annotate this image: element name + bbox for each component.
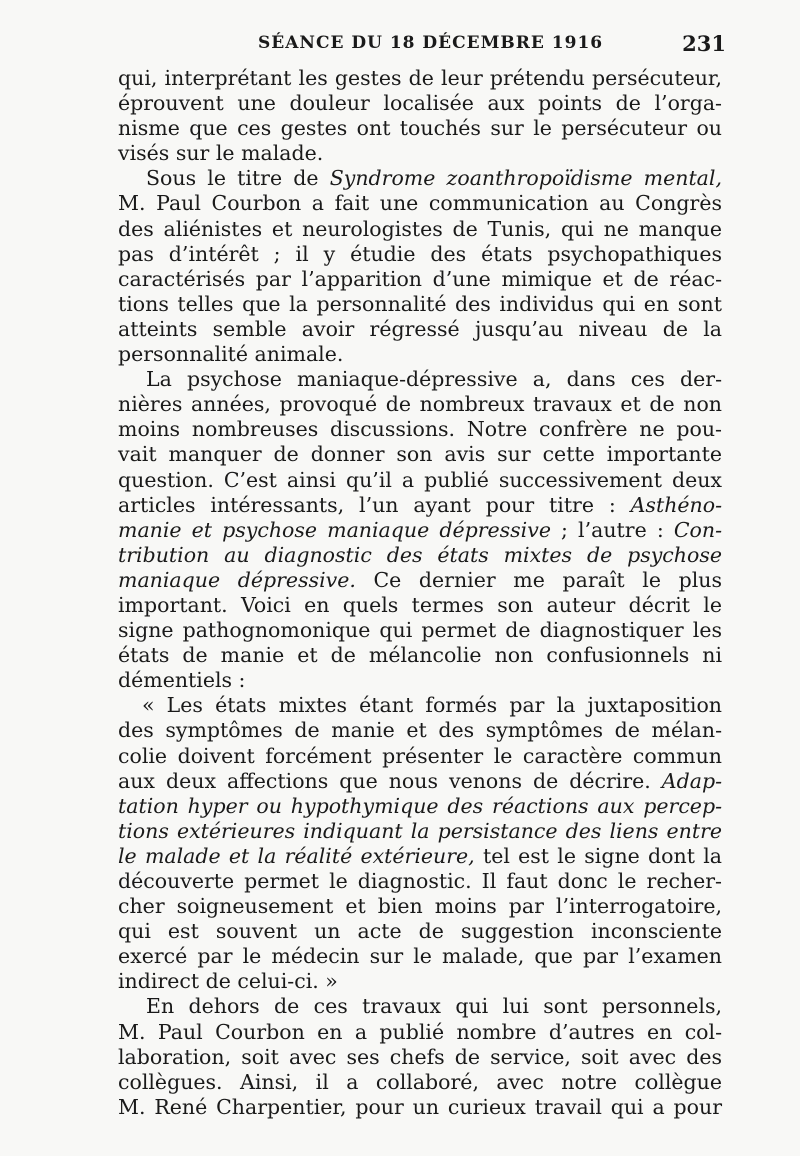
text-span: « Les états mixtes étant formés par la juxtaposition (142, 693, 722, 718)
text-span: cher soigneusement et bien moins par l’interrogatoire, (118, 894, 722, 919)
italic-text: Con- (673, 517, 723, 542)
text-span: nières années, provoqué de nombreux travaux et de non (118, 392, 722, 417)
text-line (118, 417, 722, 442)
text-line (118, 869, 722, 894)
italic-text: Syndrome zoanthropoïdisme mental, (329, 166, 722, 191)
text-line (118, 969, 722, 994)
text-line (118, 242, 722, 267)
text-line (118, 292, 722, 317)
text-span: états de manie et de mélancolie non confusionnels ni (118, 643, 722, 668)
text-span: important. Voici en quels termes son auteur décrit le (118, 592, 722, 617)
text-line (118, 518, 722, 543)
text-line (118, 894, 722, 919)
text-span: des aliénistes et neurologistes de Tunis, qui ne manque (118, 216, 722, 241)
text-line (118, 116, 722, 141)
text-line (118, 844, 722, 869)
text-span: exercé par le médecin sur le malade, que par l’examen (118, 944, 722, 969)
text-line (118, 267, 722, 292)
text-line (118, 317, 722, 342)
text-line (118, 217, 722, 242)
text-span: des symptômes de manie et des symptômes de mélan- (118, 718, 722, 743)
italic-text: tation hyper ou hypothymique des réactions aux percep- (118, 793, 722, 818)
text-line (118, 744, 722, 769)
text-span: atteints semble avoir régressé jusqu’au niveau de la (118, 316, 722, 341)
text-line (118, 769, 722, 794)
text-line (118, 191, 722, 216)
italic-text: Asthéno- (630, 492, 722, 517)
text-line (118, 493, 722, 518)
text-span: caractérisés par l’apparition d’une mimique et de réac- (118, 266, 722, 291)
text-line (118, 794, 722, 819)
italic-text: le malade et la réalité extérieure, (118, 843, 475, 868)
italic-text: tribution au diagnostic des états mixtes de psychose (118, 542, 722, 567)
text-line (118, 618, 722, 643)
text-span: personnalité animale. (118, 342, 344, 367)
text-span: M. Paul Courbon a fait une communication au Congrès (118, 191, 722, 216)
text-line (118, 994, 722, 1019)
text-span: laboration, soit avec ses chefs de service, soit avec des (118, 1044, 722, 1069)
text-span: articles intéressants, l’un ayant pour titre : (118, 492, 631, 517)
text-span: qui, interprétant les gestes de leur prétendu persécuteur, (118, 66, 722, 90)
text-line (118, 1020, 722, 1045)
text-span: ; l’autre : (550, 517, 674, 542)
text-line (118, 367, 722, 392)
text-span: moins nombreuses discussions. Notre confrère ne pou- (118, 417, 722, 442)
text-span: qui est souvent un acte de suggestion inconsciente (118, 919, 722, 944)
text-line (118, 342, 722, 367)
italic-text: Adap- (661, 768, 722, 793)
italic-text: tions extérieures indiquant la persistance des liens entre (118, 818, 722, 843)
text-line (118, 944, 722, 969)
text-line (118, 543, 722, 568)
text-span: découverte permet le diagnostic. Il faut donc le recher- (118, 869, 722, 893)
text-line (118, 693, 722, 718)
text-line (118, 66, 722, 91)
text-line (118, 468, 722, 493)
italic-text: maniaque dépressive. (118, 567, 356, 592)
text-span: pas d’intérêt ; il y étudie des états psychopathiques (118, 241, 722, 266)
page-number: 231 (682, 31, 726, 56)
text-span: M. René Charpentier, pour un curieux travail qui a pour (118, 1094, 722, 1119)
text-line (118, 668, 722, 693)
text-line (118, 166, 722, 191)
text-span: éprouvent une douleur localisée aux points de l’orga- (118, 91, 722, 116)
text-line (118, 1070, 722, 1095)
text-span: tions telles que la personnalité des individus qui en sont (118, 291, 722, 316)
text-span: Ce dernier me paraît le plus (355, 567, 722, 592)
text-line (118, 643, 722, 668)
text-line (118, 91, 722, 116)
text-span: aux deux affections que nous venons de décrire. (118, 768, 662, 793)
text-line (118, 593, 722, 618)
text-span: démentiels : (118, 668, 246, 693)
text-line (118, 568, 722, 593)
text-line (118, 819, 722, 844)
text-span: indirect de celui-ci. » (118, 969, 338, 994)
text-line (118, 919, 722, 944)
text-span: question. C’est ainsi qu’il a publié successivement deux (118, 467, 722, 492)
text-span: colie doivent forcément présenter le caractère commun (118, 743, 722, 768)
text-span: nisme que ces gestes ont touchés sur le persécuteur ou (118, 116, 722, 141)
text-line (118, 141, 722, 166)
running-title: SÉANCE DU 18 DÉCEMBRE 1916 (258, 33, 604, 53)
page-header (118, 31, 726, 65)
text-line (118, 392, 722, 417)
text-span: signe pathognomonique qui permet de diagnostiquer les (118, 618, 722, 643)
text-span: visés sur le malade. (118, 141, 324, 166)
italic-text: manie et psychose maniaque dépressive (118, 517, 551, 542)
text-span: Sous le titre de (146, 166, 330, 191)
text-span: M. Paul Courbon en a publié nombre d’autres en col- (118, 1019, 722, 1044)
text-span: La psychose maniaque-dépressive a, dans ces der- (146, 367, 722, 392)
text-line (118, 442, 722, 467)
text-span: collègues. Ainsi, il a collaboré, avec notre collègue (118, 1069, 722, 1094)
text-line (118, 1045, 722, 1070)
text-line (118, 1095, 722, 1120)
text-span: vait manquer de donner son avis sur cette importante (118, 442, 722, 467)
text-span: tel est le signe dont la (474, 843, 722, 868)
text-line (118, 718, 722, 743)
body-text (118, 66, 722, 1120)
text-span: En dehors de ces travaux qui lui sont personnels, (146, 994, 722, 1019)
